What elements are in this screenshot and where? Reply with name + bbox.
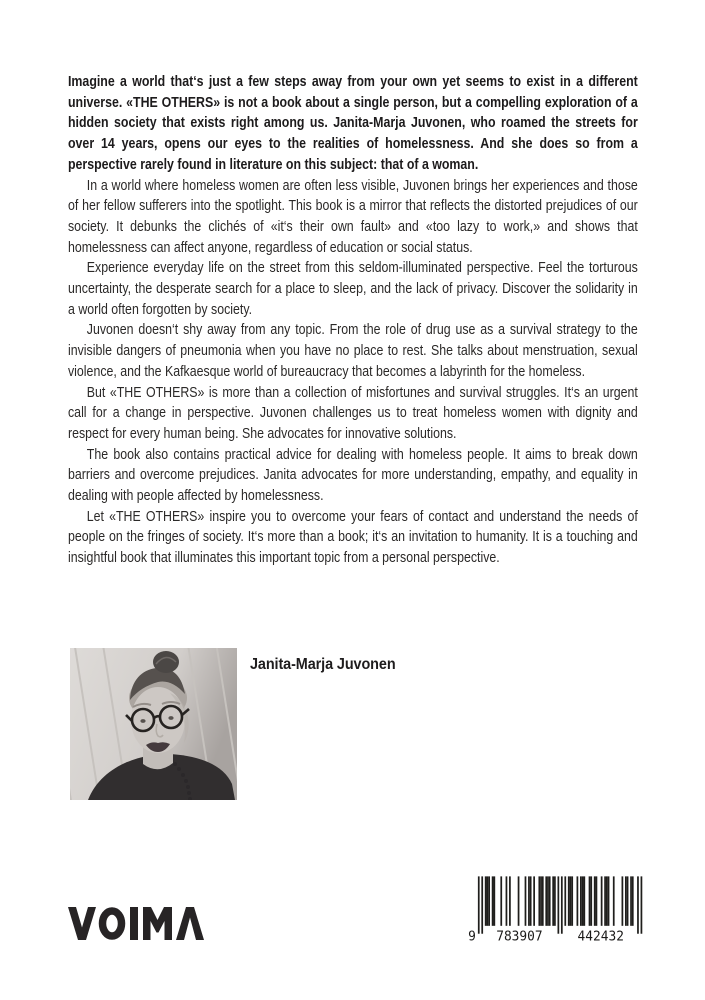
blurb-paragraph-6: Let «THE OTHERS» inspire you to overcome your fears of contact and understand the needs of people on the fringes of society. It‘s more than a book; it‘s an invitation to humanity. It is a touching and insightful book that illuminates this important topic from a personal perspective. bbox=[68, 508, 638, 567]
blurb bbox=[68, 72, 705, 569]
barcode-digit-group-2: 783907 bbox=[496, 929, 543, 944]
isbn-barcode-svg bbox=[468, 876, 646, 944]
blurb-intro: Imagine a world that‘s just a few steps away from your own yet seems to exist in a different universe. «THE OTHERS» is not a book about a single person, but a compelling exploration of a hidden society that exists right among us. Janita-Marja Juvonen, who roamed the streets for over 14 years, opens our eyes to the realities of homelessness. And she does so from a perspective rarely found in literature on this subject: that of a woman. bbox=[68, 74, 638, 173]
voima-letter-v bbox=[68, 907, 96, 940]
barcode-digit-group-1: 9 bbox=[468, 929, 476, 944]
author-photo bbox=[70, 648, 237, 800]
author-name: Janita-Marja Juvonen bbox=[250, 656, 396, 673]
voima-letter-a bbox=[176, 907, 204, 940]
blurb-paragraph-5: The book also contains practical advice for dealing with homeless people. It aims to break down barriers and overcome prejudices. Janita advocates for more understanding, empathy, and equality in dealing with people affected by homelessness. bbox=[68, 446, 638, 505]
blurb-paragraph-2: Experience everyday life on the street from this seldom-illuminated perspective. Feel the torturous uncertainty, the desperate search for a place to sleep, and the lack of privacy. Discover the solidarity in a world often forgotten by society. bbox=[68, 260, 638, 318]
blurb-paragraph-1: In a world where homeless women are often less visible, Juvonen brings her experiences and those of her fellow sufferers into the spotlight. This book is a mirror that reflects the distorted prejudices of our society. It debunks the clichés of «it‘s their own fault» and «too lazy to work,» and shows that homelessness can affect anyone, regardless of education or social status. bbox=[68, 177, 638, 256]
voima-letter-i bbox=[130, 907, 138, 940]
blurb-text-column bbox=[68, 72, 638, 569]
isbn-barcode bbox=[468, 876, 646, 946]
blurb-paragraph-3: Juvonen doesn‘t shy away from any topic. From the role of drug use as a survival strategy to the invisible dangers of pneumonia when you have no place to rest. She talks about menstruation, sexual violence, and the Kafkaesque world of bureaucracy that becomes a labyrinth for the homeless. bbox=[68, 322, 638, 380]
voima-letter-o bbox=[103, 911, 122, 936]
author-eye-left bbox=[140, 719, 145, 723]
blurb-paragraph-4: But «THE OTHERS» is more than a collection of misfortunes and survival struggles. It‘s an urgent call for a change in perspective. Juvonen challenges us to treat homeless women with dignity and respect for every human being. She advocates for innovative solutions. bbox=[68, 384, 638, 442]
voima-letterforms bbox=[68, 907, 204, 940]
author-eye-right bbox=[168, 716, 173, 720]
voima-letter-m bbox=[143, 907, 172, 940]
barcode-bars bbox=[478, 876, 642, 933]
publisher-logo-voima bbox=[68, 907, 204, 940]
barcode-digit-group-3: 442432 bbox=[577, 929, 624, 944]
